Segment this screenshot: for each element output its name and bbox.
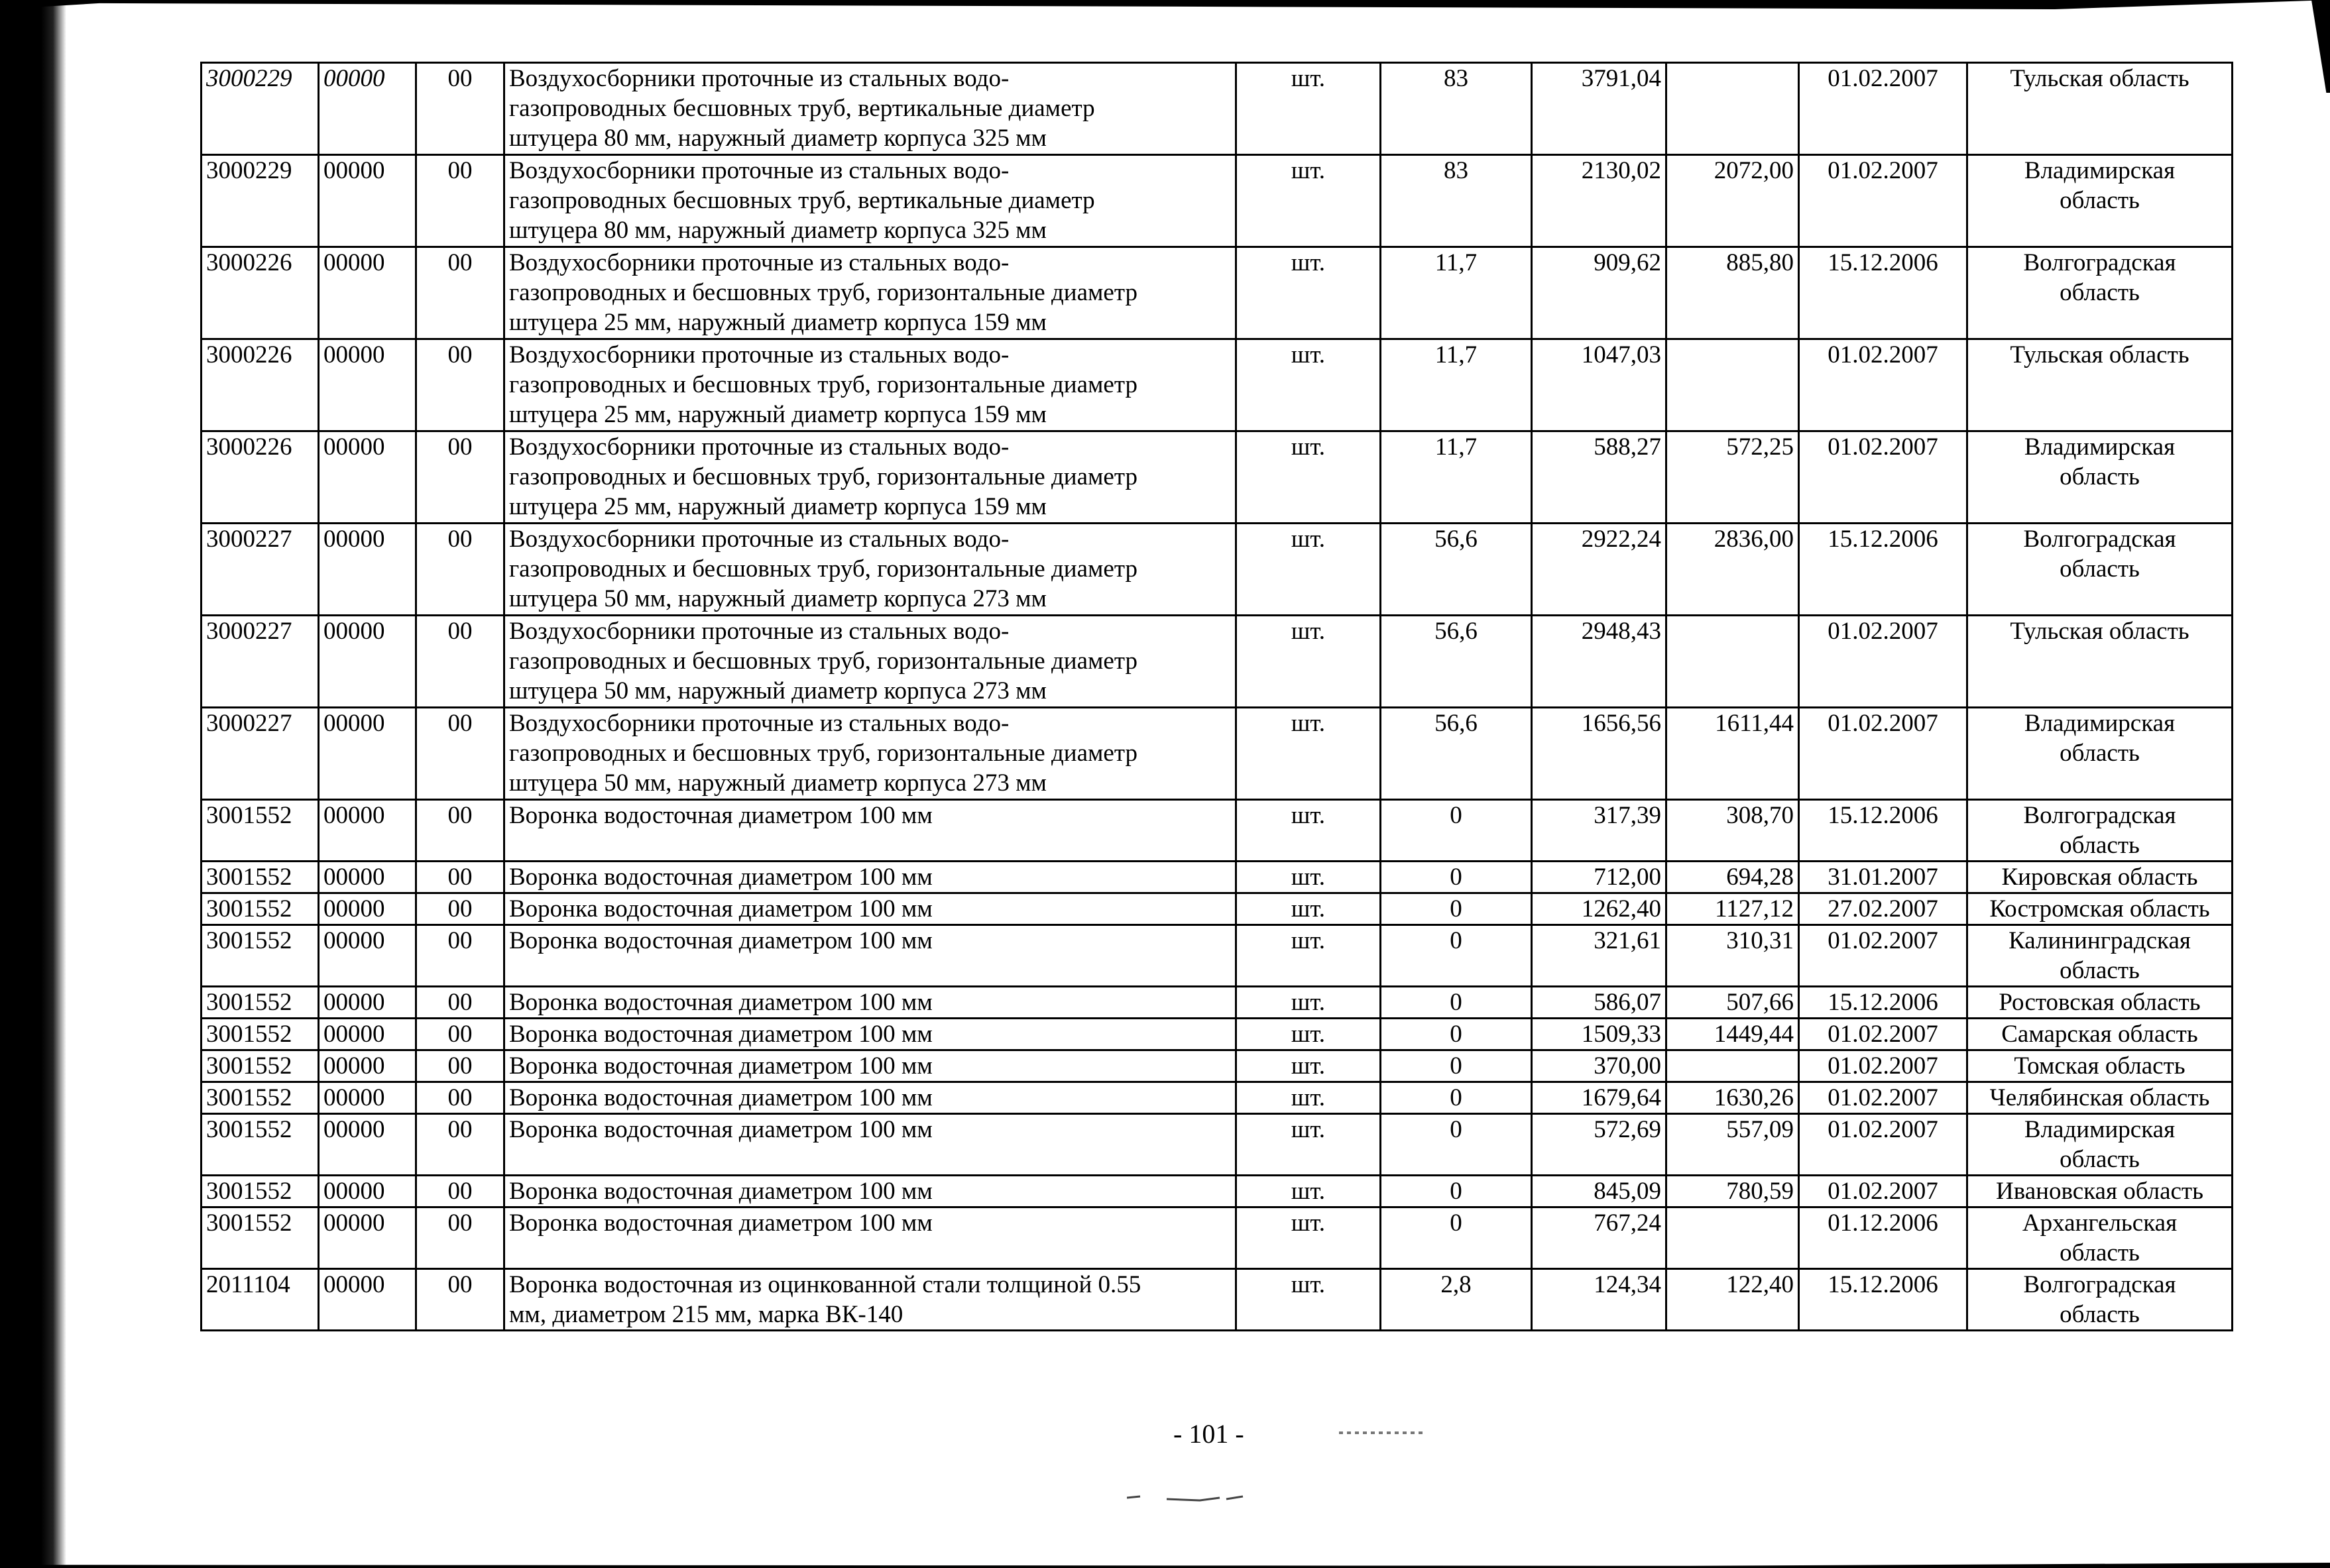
cell-description-line: Воронка водосточная диаметром 100 мм xyxy=(509,1116,933,1143)
cell-region xyxy=(1967,524,2233,616)
cell-code: 3001552 xyxy=(202,1050,319,1082)
table-row xyxy=(202,1207,2233,1269)
cell-subcode: 00000 xyxy=(319,987,416,1019)
cell-price: 767,24 xyxy=(1532,1207,1666,1269)
cell-price: 572,69 xyxy=(1532,1114,1666,1176)
cell-weight: 0 xyxy=(1381,1176,1532,1207)
cell-region-line: Волгоградская xyxy=(2023,526,2176,553)
cell-region-line: Волгоградская xyxy=(2023,249,2176,276)
cell-description-line: штуцера 80 мм, наружный диаметр корпуса 325 мм xyxy=(509,125,1047,152)
cell-description xyxy=(504,893,1236,925)
cell-description xyxy=(504,925,1236,987)
price-table xyxy=(200,62,2233,1331)
cell-subcode: 00000 xyxy=(319,63,416,155)
cell-description-line: Воздухосборники проточные из стальных водо- xyxy=(509,710,1010,737)
cell-index: 00 xyxy=(416,63,504,155)
table-row xyxy=(202,1269,2233,1331)
cell-index: 00 xyxy=(416,800,504,862)
cell-price-alt: 1611,44 xyxy=(1666,708,1799,800)
cell-region-line: область xyxy=(2060,832,2140,859)
cell-price-alt: 780,59 xyxy=(1666,1176,1799,1207)
cell-description-line: газопроводных и бесшовных труб, горизонтальные диаметр xyxy=(509,279,1137,306)
cell-unit: шт. xyxy=(1236,1176,1381,1207)
cell-region xyxy=(1967,862,2233,893)
cell-region-line: область xyxy=(2060,740,2140,767)
cell-code: 3000227 xyxy=(202,524,319,616)
cell-index: 00 xyxy=(416,524,504,616)
scan-border-bottom xyxy=(0,1563,2330,1568)
table-row xyxy=(202,800,2233,862)
cell-price-alt: 2072,00 xyxy=(1666,155,1799,247)
cell-date: 01.02.2007 xyxy=(1799,1114,1967,1176)
cell-region xyxy=(1967,987,2233,1019)
cell-code: 3000229 xyxy=(202,155,319,247)
cell-price-alt xyxy=(1666,1207,1799,1269)
cell-unit: шт. xyxy=(1236,862,1381,893)
cell-subcode: 00000 xyxy=(319,1269,416,1331)
scan-border-top xyxy=(0,0,2330,9)
cell-date: 01.02.2007 xyxy=(1799,63,1967,155)
cell-date: 01.02.2007 xyxy=(1799,155,1967,247)
cell-subcode: 00000 xyxy=(319,1050,416,1082)
cell-weight: 0 xyxy=(1381,1207,1532,1269)
cell-description xyxy=(504,155,1236,247)
cell-price-alt xyxy=(1666,616,1799,708)
cell-subcode: 00000 xyxy=(319,1019,416,1050)
cell-description-line: Воронка водосточная диаметром 100 мм xyxy=(509,1052,933,1080)
cell-subcode: 00000 xyxy=(319,800,416,862)
cell-weight: 0 xyxy=(1381,1114,1532,1176)
cell-price: 2922,24 xyxy=(1532,524,1666,616)
cell-description xyxy=(504,1269,1236,1331)
cell-region xyxy=(1967,708,2233,800)
cell-price: 1262,40 xyxy=(1532,893,1666,925)
cell-region xyxy=(1967,1207,2233,1269)
cell-subcode: 00000 xyxy=(319,925,416,987)
cell-region xyxy=(1967,339,2233,431)
cell-region xyxy=(1967,1269,2233,1331)
table-row xyxy=(202,987,2233,1019)
cell-weight: 0 xyxy=(1381,925,1532,987)
cell-subcode: 00000 xyxy=(319,431,416,524)
cell-unit: шт. xyxy=(1236,893,1381,925)
cell-subcode: 00000 xyxy=(319,339,416,431)
cell-unit: шт. xyxy=(1236,247,1381,339)
cell-price-alt: 507,66 xyxy=(1666,987,1799,1019)
cell-code: 3001552 xyxy=(202,1019,319,1050)
cell-region-line: Архангельская xyxy=(2022,1209,2178,1237)
cell-description-line: Воронка водосточная диаметром 100 мм xyxy=(509,802,933,829)
cell-description xyxy=(504,1114,1236,1176)
table-row xyxy=(202,1050,2233,1082)
cell-region xyxy=(1967,431,2233,524)
cell-region-line: Тульская область xyxy=(2010,65,2189,92)
cell-date: 01.02.2007 xyxy=(1799,708,1967,800)
cell-description-line: штуцера 25 мм, наружный диаметр корпуса 159 мм xyxy=(509,309,1047,336)
cell-index: 00 xyxy=(416,987,504,1019)
cell-description-line: штуцера 25 мм, наружный диаметр корпуса 159 мм xyxy=(509,493,1047,520)
cell-price-alt: 1127,12 xyxy=(1666,893,1799,925)
table-row xyxy=(202,431,2233,524)
cell-date: 01.02.2007 xyxy=(1799,616,1967,708)
cell-region xyxy=(1967,800,2233,862)
cell-date: 01.12.2006 xyxy=(1799,1207,1967,1269)
cell-description xyxy=(504,1207,1236,1269)
cell-index: 00 xyxy=(416,1176,504,1207)
cell-description xyxy=(504,708,1236,800)
table-row xyxy=(202,893,2233,925)
cell-subcode: 00000 xyxy=(319,862,416,893)
cell-code: 3001552 xyxy=(202,1114,319,1176)
cell-price-alt: 308,70 xyxy=(1666,800,1799,862)
cell-region-line: Владимирская xyxy=(2024,710,2176,737)
cell-price: 3791,04 xyxy=(1532,63,1666,155)
cell-weight: 11,7 xyxy=(1381,431,1532,524)
cell-unit: шт. xyxy=(1236,339,1381,431)
cell-code: 3001552 xyxy=(202,1207,319,1269)
cell-region-line: Волгоградская xyxy=(2023,802,2176,829)
cell-index: 00 xyxy=(416,1114,504,1176)
cell-description-line: газопроводных бесшовных труб, вертикальные диаметр xyxy=(509,95,1095,122)
cell-price: 370,00 xyxy=(1532,1050,1666,1082)
cell-subcode: 00000 xyxy=(319,1176,416,1207)
cell-unit: шт. xyxy=(1236,155,1381,247)
cell-region-line: область xyxy=(2060,1239,2140,1266)
cell-description-line: газопроводных и бесшовных труб, горизонтальные диаметр xyxy=(509,647,1137,675)
cell-index: 00 xyxy=(416,893,504,925)
cell-description-line: газопроводных и бесшовных труб, горизонтальные диаметр xyxy=(509,740,1137,767)
cell-description-line: штуцера 50 мм, наружный диаметр корпуса 273 мм xyxy=(509,585,1047,612)
cell-date: 15.12.2006 xyxy=(1799,800,1967,862)
cell-price: 1679,64 xyxy=(1532,1082,1666,1114)
cell-description-line: Воздухосборники проточные из стальных водо- xyxy=(509,249,1010,276)
cell-region xyxy=(1967,247,2233,339)
cell-price-alt: 2836,00 xyxy=(1666,524,1799,616)
cell-unit: шт. xyxy=(1236,1082,1381,1114)
cell-code: 3000229 xyxy=(202,63,319,155)
cell-description-line: Воронка водосточная диаметром 100 мм xyxy=(509,1209,933,1237)
cell-weight: 56,6 xyxy=(1381,524,1532,616)
cell-code: 3000226 xyxy=(202,339,319,431)
cell-weight: 56,6 xyxy=(1381,708,1532,800)
cell-region-line: Калининградская xyxy=(2009,927,2191,954)
table-row xyxy=(202,925,2233,987)
cell-price-alt: 1449,44 xyxy=(1666,1019,1799,1050)
cell-unit: шт. xyxy=(1236,1050,1381,1082)
cell-code: 3000226 xyxy=(202,247,319,339)
cell-date: 27.02.2007 xyxy=(1799,893,1967,925)
cell-region xyxy=(1967,1082,2233,1114)
cell-index: 00 xyxy=(416,1269,504,1331)
cell-region xyxy=(1967,63,2233,155)
cell-weight: 83 xyxy=(1381,63,1532,155)
cell-description-line: Воронка водосточная диаметром 100 мм xyxy=(509,1178,933,1205)
cell-price-alt: 310,31 xyxy=(1666,925,1799,987)
cell-unit: шт. xyxy=(1236,431,1381,524)
cell-region-line: область xyxy=(2060,187,2140,214)
cell-price: 712,00 xyxy=(1532,862,1666,893)
table-row xyxy=(202,862,2233,893)
cell-unit: шт. xyxy=(1236,616,1381,708)
cell-weight: 0 xyxy=(1381,1050,1532,1082)
cell-code: 3001552 xyxy=(202,893,319,925)
cell-price-alt: 557,09 xyxy=(1666,1114,1799,1176)
cell-description xyxy=(504,431,1236,524)
cell-unit: шт. xyxy=(1236,524,1381,616)
cell-region xyxy=(1967,1019,2233,1050)
cell-unit: шт. xyxy=(1236,1114,1381,1176)
cell-description-line: Воздухосборники проточные из стальных водо- xyxy=(509,341,1010,368)
scan-border-right xyxy=(2311,0,2330,93)
cell-code: 3001552 xyxy=(202,862,319,893)
table-body xyxy=(202,63,2233,1331)
cell-price: 588,27 xyxy=(1532,431,1666,524)
cell-index: 00 xyxy=(416,1050,504,1082)
cell-region-line: Владимирская xyxy=(2024,1116,2176,1143)
cell-description-line: Воронка водосточная диаметром 100 мм xyxy=(509,1084,933,1111)
cell-price: 586,07 xyxy=(1532,987,1666,1019)
cell-region-line: область xyxy=(2060,957,2140,984)
cell-region xyxy=(1967,925,2233,987)
cell-price: 1509,33 xyxy=(1532,1019,1666,1050)
cell-region-line: Томская область xyxy=(2014,1052,2185,1080)
cell-price: 1047,03 xyxy=(1532,339,1666,431)
table-row xyxy=(202,1176,2233,1207)
cell-unit: шт. xyxy=(1236,63,1381,155)
cell-index: 00 xyxy=(416,247,504,339)
cell-region xyxy=(1967,1176,2233,1207)
cell-weight: 83 xyxy=(1381,155,1532,247)
cell-index: 00 xyxy=(416,862,504,893)
cell-code: 3001552 xyxy=(202,800,319,862)
cell-date: 01.02.2007 xyxy=(1799,431,1967,524)
cell-region-line: Самарская область xyxy=(2001,1021,2198,1048)
cell-code: 3001552 xyxy=(202,987,319,1019)
cell-description-line: Воронка водосточная диаметром 100 мм xyxy=(509,989,933,1016)
cell-date: 01.02.2007 xyxy=(1799,1050,1967,1082)
cell-region xyxy=(1967,1114,2233,1176)
cell-index: 00 xyxy=(416,155,504,247)
cell-weight: 0 xyxy=(1381,1019,1532,1050)
cell-date: 15.12.2006 xyxy=(1799,247,1967,339)
cell-unit: шт. xyxy=(1236,708,1381,800)
cell-description-line: Воронка водосточная диаметром 100 мм xyxy=(509,895,933,923)
cell-index: 00 xyxy=(416,708,504,800)
cell-description-line: Воздухосборники проточные из стальных водо- xyxy=(509,433,1010,461)
cell-weight: 56,6 xyxy=(1381,616,1532,708)
cell-subcode: 00000 xyxy=(319,1114,416,1176)
cell-unit: шт. xyxy=(1236,925,1381,987)
cell-price: 2130,02 xyxy=(1532,155,1666,247)
table-row xyxy=(202,339,2233,431)
cell-date: 01.02.2007 xyxy=(1799,1176,1967,1207)
cell-price: 909,62 xyxy=(1532,247,1666,339)
cell-subcode: 00000 xyxy=(319,893,416,925)
cell-code: 3001552 xyxy=(202,925,319,987)
cell-description-line: Воздухосборники проточные из стальных водо- xyxy=(509,618,1010,645)
cell-description-line: штуцера 80 мм, наружный диаметр корпуса 325 мм xyxy=(509,217,1047,244)
cell-description-line: газопроводных и бесшовных труб, горизонтальные диаметр xyxy=(509,555,1137,583)
cell-index: 00 xyxy=(416,925,504,987)
cell-weight: 11,7 xyxy=(1381,339,1532,431)
scan-scribble xyxy=(1127,1491,1246,1504)
cell-code: 3000227 xyxy=(202,708,319,800)
cell-price-alt: 1630,26 xyxy=(1666,1082,1799,1114)
cell-weight: 0 xyxy=(1381,862,1532,893)
cell-description-line: Воздухосборники проточные из стальных водо- xyxy=(509,65,1010,92)
scan-border-left xyxy=(0,0,66,1568)
cell-region-line: Ростовская область xyxy=(1999,989,2201,1016)
cell-price: 317,39 xyxy=(1532,800,1666,862)
cell-date: 01.02.2007 xyxy=(1799,925,1967,987)
cell-unit: шт. xyxy=(1236,1019,1381,1050)
cell-subcode: 00000 xyxy=(319,247,416,339)
cell-description xyxy=(504,800,1236,862)
cell-region-line: Костромская область xyxy=(1989,895,2210,923)
cell-price-alt: 885,80 xyxy=(1666,247,1799,339)
cell-description xyxy=(504,1176,1236,1207)
cell-region-line: Тульская область xyxy=(2010,618,2189,645)
cell-description-line: штуцера 25 мм, наружный диаметр корпуса 159 мм xyxy=(509,401,1047,428)
cell-price-alt: 572,25 xyxy=(1666,431,1799,524)
cell-description xyxy=(504,247,1236,339)
cell-description-line: газопроводных и бесшовных труб, горизонтальные диаметр xyxy=(509,463,1137,490)
table-row xyxy=(202,247,2233,339)
cell-price: 1656,56 xyxy=(1532,708,1666,800)
cell-description-line: Воронка водосточная из оцинкованной стали толщиной 0.55 xyxy=(509,1271,1141,1298)
cell-index: 00 xyxy=(416,616,504,708)
cell-description xyxy=(504,524,1236,616)
cell-description-line: Воронка водосточная диаметром 100 мм xyxy=(509,1021,933,1048)
cell-description xyxy=(504,63,1236,155)
cell-region xyxy=(1967,155,2233,247)
cell-weight: 2,8 xyxy=(1381,1269,1532,1331)
cell-subcode: 00000 xyxy=(319,1207,416,1269)
cell-date: 15.12.2006 xyxy=(1799,987,1967,1019)
cell-date: 01.02.2007 xyxy=(1799,1019,1967,1050)
cell-code: 2011104 xyxy=(202,1269,319,1331)
cell-description-line: Воронка водосточная диаметром 100 мм xyxy=(509,864,933,891)
cell-description-line: газопроводных бесшовных труб, вертикальные диаметр xyxy=(509,187,1095,214)
cell-index: 00 xyxy=(416,1207,504,1269)
table-row xyxy=(202,63,2233,155)
cell-region-line: область xyxy=(2060,1146,2140,1173)
cell-index: 00 xyxy=(416,1082,504,1114)
cell-price-alt: 694,28 xyxy=(1666,862,1799,893)
cell-price: 845,09 xyxy=(1532,1176,1666,1207)
cell-price-alt xyxy=(1666,1050,1799,1082)
cell-date: 01.02.2007 xyxy=(1799,339,1967,431)
cell-weight: 11,7 xyxy=(1381,247,1532,339)
cell-weight: 0 xyxy=(1381,800,1532,862)
cell-region xyxy=(1967,616,2233,708)
cell-price: 124,34 xyxy=(1532,1269,1666,1331)
cell-date: 01.02.2007 xyxy=(1799,1082,1967,1114)
table-row xyxy=(202,1019,2233,1050)
cell-index: 00 xyxy=(416,339,504,431)
cell-region-line: Челябинская область xyxy=(1989,1084,2210,1111)
cell-index: 00 xyxy=(416,1019,504,1050)
cell-subcode: 00000 xyxy=(319,524,416,616)
cell-region xyxy=(1967,1050,2233,1082)
cell-date: 15.12.2006 xyxy=(1799,1269,1967,1331)
cell-subcode: 00000 xyxy=(319,1082,416,1114)
cell-date: 15.12.2006 xyxy=(1799,524,1967,616)
margin-mark xyxy=(1339,1431,1425,1434)
cell-region-line: Владимирская xyxy=(2024,157,2176,184)
cell-unit: шт. xyxy=(1236,1269,1381,1331)
cell-region-line: область xyxy=(2060,1301,2140,1328)
cell-region-line: Тульская область xyxy=(2010,341,2189,368)
cell-region-line: Владимирская xyxy=(2024,433,2176,461)
cell-description xyxy=(504,1050,1236,1082)
table-row xyxy=(202,708,2233,800)
cell-description-line: штуцера 50 мм, наружный диаметр корпуса 273 мм xyxy=(509,677,1047,704)
cell-price-alt xyxy=(1666,339,1799,431)
cell-description xyxy=(504,616,1236,708)
cell-region-line: Кировская область xyxy=(2001,864,2198,891)
cell-description-line: Воронка водосточная диаметром 100 мм xyxy=(509,927,933,954)
cell-description-line: мм, диаметром 215 мм, марка ВК-140 xyxy=(509,1301,903,1328)
cell-description xyxy=(504,1082,1236,1114)
cell-price: 321,61 xyxy=(1532,925,1666,987)
table-row xyxy=(202,1082,2233,1114)
cell-region-line: область xyxy=(2060,463,2140,490)
cell-code: 3000227 xyxy=(202,616,319,708)
cell-region-line: область xyxy=(2060,279,2140,306)
table-row xyxy=(202,1114,2233,1176)
cell-price-alt xyxy=(1666,63,1799,155)
cell-unit: шт. xyxy=(1236,800,1381,862)
cell-region-line: Волгоградская xyxy=(2023,1271,2176,1298)
cell-weight: 0 xyxy=(1381,893,1532,925)
cell-description-line: газопроводных и бесшовных труб, горизонтальные диаметр xyxy=(509,371,1137,398)
cell-weight: 0 xyxy=(1381,1082,1532,1114)
cell-subcode: 00000 xyxy=(319,708,416,800)
cell-price-alt: 122,40 xyxy=(1666,1269,1799,1331)
cell-description xyxy=(504,339,1236,431)
cell-unit: шт. xyxy=(1236,1207,1381,1269)
table-row xyxy=(202,155,2233,247)
cell-code: 3001552 xyxy=(202,1082,319,1114)
cell-region xyxy=(1967,893,2233,925)
cell-description xyxy=(504,862,1236,893)
cell-subcode: 00000 xyxy=(319,155,416,247)
cell-unit: шт. xyxy=(1236,987,1381,1019)
page-number: - 101 - xyxy=(1173,1419,1244,1449)
cell-weight: 0 xyxy=(1381,987,1532,1019)
cell-description-line: Воздухосборники проточные из стальных водо- xyxy=(509,157,1010,184)
cell-index: 00 xyxy=(416,431,504,524)
cell-price: 2948,43 xyxy=(1532,616,1666,708)
cell-description xyxy=(504,1019,1236,1050)
table-row xyxy=(202,616,2233,708)
cell-code: 3000226 xyxy=(202,431,319,524)
cell-description-line: Воздухосборники проточные из стальных водо- xyxy=(509,526,1010,553)
cell-region-line: область xyxy=(2060,555,2140,583)
cell-subcode: 00000 xyxy=(319,616,416,708)
cell-date: 31.01.2007 xyxy=(1799,862,1967,893)
cell-region-line: Ивановская область xyxy=(1996,1178,2203,1205)
cell-code: 3001552 xyxy=(202,1176,319,1207)
cell-description-line: штуцера 50 мм, наружный диаметр корпуса 273 мм xyxy=(509,769,1047,797)
table-row xyxy=(202,524,2233,616)
cell-description xyxy=(504,987,1236,1019)
